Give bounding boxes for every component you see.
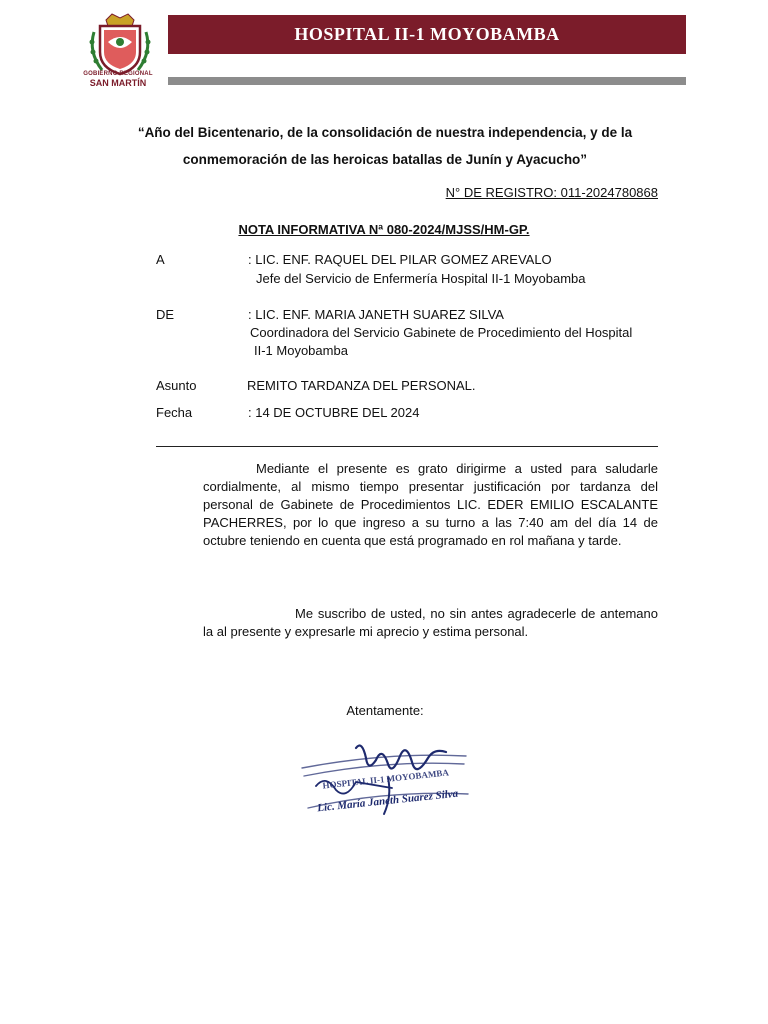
motto-line-2: conmemoración de las heroicas batallas de Junín y Ayacucho”	[182, 152, 588, 167]
closing-salutation: Atentamente:	[346, 703, 424, 718]
memo-title: NOTA INFORMATIVA Nª 080-2024/MJSS/HM-GP.	[238, 222, 530, 237]
date-label: Fecha	[156, 405, 193, 420]
logo-caption-government: GOBIERNO REGIONAL	[83, 71, 153, 77]
sender-label: DE	[156, 307, 175, 322]
stamp-hospital-text: HOSPITAL II-1 MOYOBAMBA	[322, 767, 450, 791]
subject-label: Asunto	[156, 378, 197, 393]
recipient-name: : LIC. ENF. RAQUEL DEL PILAR GOMEZ AREVALO	[248, 252, 552, 267]
sender-position-line-2: II-1 Moyobamba	[254, 343, 348, 358]
recipient-label: A	[156, 252, 165, 267]
header-divider-bar	[168, 77, 686, 85]
sender-position-line-1: Coordinadora del Servicio Gabinete de Procedimiento del Hospital	[250, 325, 633, 340]
header-separator-line	[156, 446, 658, 447]
sender-name: : LIC. ENF. MARIA JANETH SUAREZ SILVA	[248, 307, 504, 322]
recipient-position: Jefe del Servicio de Enfermería Hospital II-1 Moyobamba	[256, 271, 586, 286]
body-paragraph-2: Me suscribo de usted, no sin antes agradecerle de antemano la al presente y expresarle mi aprecio y estima personal.	[203, 606, 658, 639]
body-paragraph-1: Mediante el presente es grato dirigirme a usted para saludarle cordialmente, al mismo tiempo presentar justificación por tardanza del personal de Gabinete de Procedimientos LIC. EDER EMILIO ESCALANTE PACHERRES, por lo que ingreso a su turno a las 7:40 am del día 14 de octubre teniendo en cuenta que está programado en rol mañana y tarde.	[203, 461, 658, 548]
stamp-signatory-name: Lic. María Janeth Suarez Silva	[316, 787, 459, 815]
date-value: : 14 DE OCTUBRE DEL 2024	[248, 405, 420, 420]
year-motto	[110, 119, 660, 173]
logo-caption-region: SAN MARTÍN	[89, 78, 147, 88]
motto-line-1: “Año del Bicentenario, de la consolidación de nuestra independencia, y de la	[137, 125, 633, 140]
signature-stamp	[296, 738, 476, 826]
subject-value: REMITO TARDANZA DEL PERSONAL.	[247, 378, 476, 393]
hospital-title-banner: HOSPITAL II-1 MOYOBAMBA	[168, 15, 686, 54]
registration-number: N° DE REGISTRO: 011-2024780868	[445, 185, 658, 200]
